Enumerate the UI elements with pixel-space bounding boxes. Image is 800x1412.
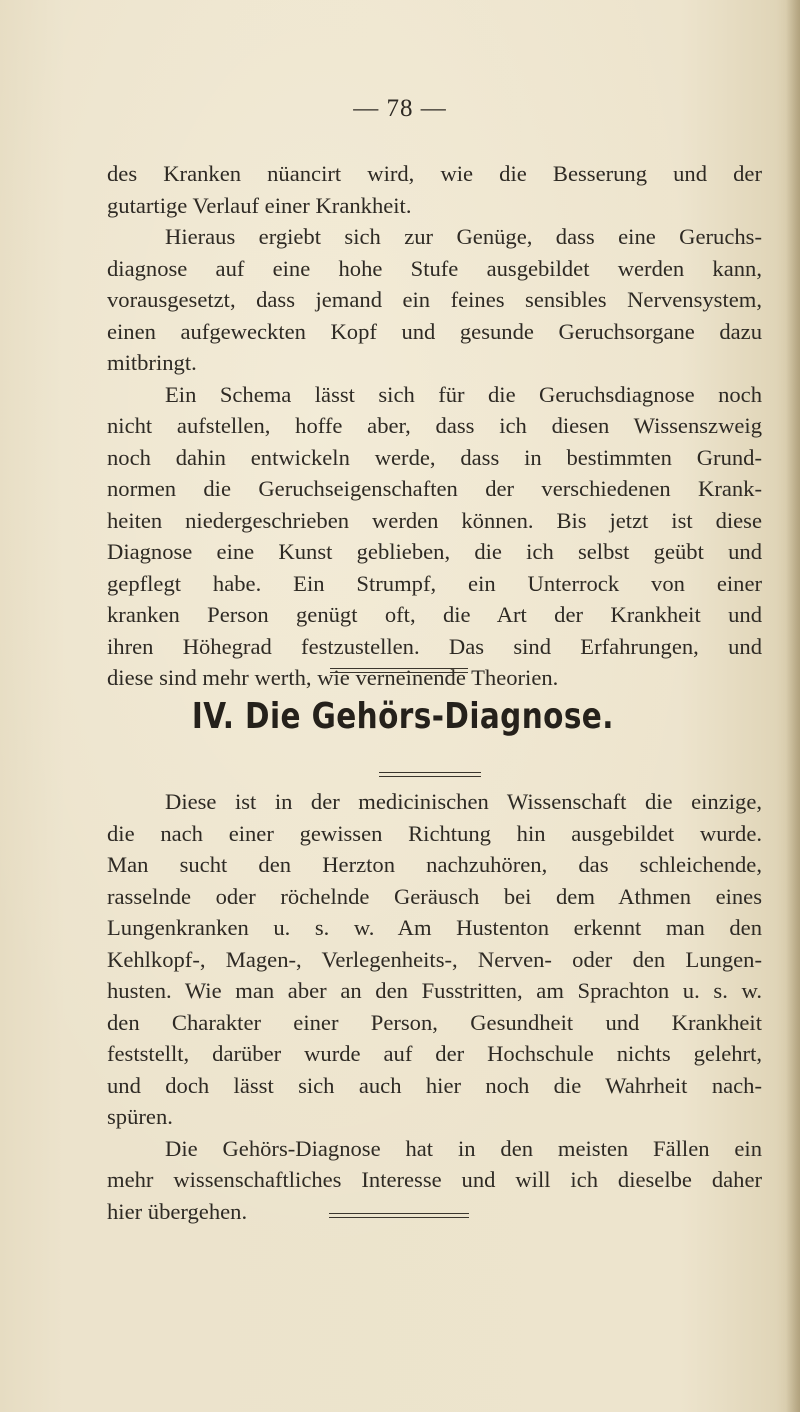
text-line: spüren. <box>107 1104 173 1129</box>
page-number: — 78 — <box>353 95 447 122</box>
text-line: heiten niedergeschrieben werden können. Bis jetzt ist diese <box>107 507 762 533</box>
divider-double-rule <box>329 1213 469 1218</box>
paragraph <box>107 158 762 221</box>
text-line: diagnose auf eine hohe Stufe ausgebildet werden kann, <box>107 255 762 281</box>
text-line: und doch lässt sich auch hier noch die Wahrheit nach- <box>107 1072 762 1098</box>
text-line: Die Gehörs-Diagnose hat in den meisten Fällen ein <box>165 1135 762 1161</box>
text-line: gutartige Verlauf einer Krankheit. <box>107 192 412 218</box>
section-text-smell-diagnosis <box>107 158 762 694</box>
page-edge-shadow <box>786 0 800 1412</box>
divider-double-rule <box>379 772 481 777</box>
text-line: mehr wissenschaftliches Interesse und will ich dieselbe daher <box>107 1167 762 1192</box>
text-line: Hieraus ergiebt sich zur Genüge, dass eine Geruchs- <box>165 224 762 249</box>
paragraph <box>107 786 762 1133</box>
text-line: diese sind mehr werth, wie verneinende Theorien. <box>107 665 559 690</box>
text-line: die nach einer gewissen Richtung hin ausgebildet wurde. <box>107 820 762 846</box>
section-heading: IV. Die Gehörs-Diagnose. <box>191 696 614 737</box>
text-line: Diagnose eine Kunst geblieben, die ich selbst geübt und <box>107 539 762 564</box>
section-text-hearing-diagnosis <box>107 786 762 1227</box>
text-line: husten. Wie man aber an den Fusstritten, am Sprachton u. s. w. <box>107 978 762 1003</box>
text-line: noch dahin entwickeln werde, dass in bestimmten Grund- <box>107 444 762 470</box>
paragraph <box>107 379 762 694</box>
text-line: vorausgesetzt, dass jemand ein feines sensibles Nervensystem, <box>107 287 762 312</box>
text-line: mitbringt. <box>107 350 197 375</box>
text-line: hier übergehen. <box>107 1198 248 1224</box>
text-line: gepflegt habe. Ein Strumpf, ein Unterrock von einer <box>107 570 762 596</box>
text-line: des Kranken nüancirt wird, wie die Besserung und der <box>107 161 762 186</box>
text-line: feststellt, darüber wurde auf der Hochschule nichts gelehrt, <box>107 1041 762 1066</box>
divider-double-rule <box>330 668 468 673</box>
text-line: ihren Höhegrad festzustellen. Das sind Erfahrungen, und <box>107 633 762 659</box>
text-line: kranken Person genügt oft, die Art der Krankheit und <box>107 602 762 627</box>
text-line: Man sucht den Herzton nachzuhören, das schleichende, <box>107 852 762 877</box>
text-line: nicht aufstellen, hoffe aber, dass ich diesen Wissenszweig <box>107 413 762 438</box>
text-line: rasselnde oder röchelnde Geräusch bei dem Athmen eines <box>107 883 762 909</box>
text-line: den Charakter einer Person, Gesundheit und Krankheit <box>107 1009 762 1035</box>
text-line: normen die Geruchseigenschaften der verschiedenen Krank- <box>107 476 762 501</box>
text-line: Lungenkranken u. s. w. Am Hustenton erkennt man den <box>107 915 762 940</box>
text-line: einen aufgeweckten Kopf und gesunde Geruchsorgane dazu <box>107 318 762 344</box>
text-line: Ein Schema lässt sich für die Geruchsdiagnose noch <box>165 381 762 407</box>
paragraph <box>107 221 762 379</box>
text-line: Kehlkopf-, Magen-, Verlegenheits-, Nerven- oder den Lungen- <box>107 946 762 972</box>
text-line: Diese ist in der medicinischen Wissenschaft die einzige, <box>165 789 762 814</box>
